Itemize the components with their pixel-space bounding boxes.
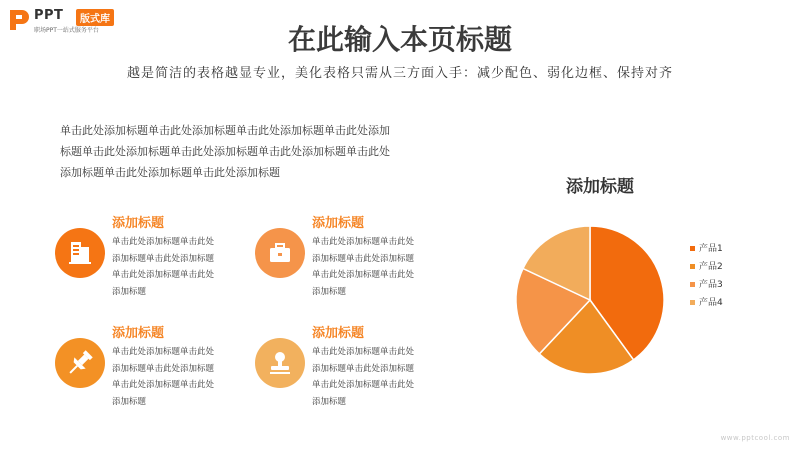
- page-subtitle: 越是简洁的表格越显专业，美化表格只需从三方面入手：减少配色、弱化边框、保持对齐: [126, 66, 673, 81]
- pie-chart: [500, 200, 680, 380]
- page-title: 在此输入本页标题: [287, 23, 512, 56]
- feature-desc-line: 单击此处添加标题单击此处: [312, 237, 415, 247]
- feature-desc-line: 添加标题: [312, 286, 347, 297]
- feature-desc-line: 添加标题: [312, 396, 347, 407]
- feature-desc-line: 单击此处添加标题单击此处: [112, 347, 215, 357]
- legend-swatch: [690, 264, 695, 269]
- feature-desc-line: 添加标题单击此处添加标题: [312, 253, 415, 264]
- feature-desc-line: 添加标题: [112, 396, 147, 407]
- legend-label: 产品3: [699, 280, 723, 290]
- feature-desc-line: 单击此处添加标题单击此处: [112, 237, 215, 247]
- legend-swatch: [690, 282, 695, 287]
- feature-title: 添加标题: [112, 326, 165, 341]
- feature-description: [112, 234, 228, 300]
- logo-badge: 版式库: [76, 9, 114, 26]
- feature-desc-line: 单击此处添加标题单击此处: [112, 270, 215, 280]
- chart-title: 添加标题: [566, 177, 634, 197]
- legend-swatch: [690, 300, 695, 305]
- pin-icon: [55, 338, 105, 388]
- feature-desc-line: 添加标题: [112, 286, 147, 297]
- logo-tagline: 职场PPT一站式服务平台: [34, 27, 99, 34]
- feature-desc-line: 添加标题单击此处添加标题: [112, 363, 215, 374]
- feature-desc-line: 添加标题单击此处添加标题: [112, 253, 215, 264]
- legend-swatch: [690, 246, 695, 251]
- legend-label: 产品4: [699, 298, 723, 308]
- feature-icon-circle: [255, 338, 305, 388]
- briefcase-icon: [255, 228, 305, 278]
- feature-icon-circle: [255, 228, 305, 278]
- feature-desc-line: 单击此处添加标题单击此处: [312, 347, 415, 357]
- feature-description: [112, 344, 228, 410]
- feature-description: [312, 234, 428, 300]
- document-icon: [55, 228, 105, 278]
- feature-title: 添加标题: [312, 326, 365, 341]
- logo-name: PPT: [34, 8, 64, 23]
- feature-desc-line: 单击此处添加标题单击此处: [312, 270, 415, 280]
- feature-desc-line: 单击此处添加标题单击此处: [312, 380, 415, 390]
- legend-label: 产品2: [699, 262, 723, 272]
- footer-watermark: www.pptcool.com: [720, 434, 790, 442]
- intro-line: 标题单击此处添加标题单击此处添加标题单击此处添加标题单击此处: [60, 145, 390, 158]
- feature-description: [312, 344, 428, 410]
- legend-label: 产品1: [699, 244, 723, 254]
- intro-paragraph: [60, 120, 426, 183]
- feature-desc-line: 添加标题单击此处添加标题: [312, 363, 415, 374]
- feature-title: 添加标题: [312, 216, 365, 231]
- feature-icon-circle: [55, 338, 105, 388]
- feature-icon-circle: [55, 228, 105, 278]
- feature-title: 添加标题: [112, 216, 165, 231]
- intro-line: 添加标题单击此处添加标题单击此处添加标题: [60, 166, 280, 179]
- intro-line: 单击此处添加标题单击此处添加标题单击此处添加标题单击此处添加: [60, 124, 390, 137]
- stamp-icon: [255, 338, 305, 388]
- feature-desc-line: 单击此处添加标题单击此处: [112, 380, 215, 390]
